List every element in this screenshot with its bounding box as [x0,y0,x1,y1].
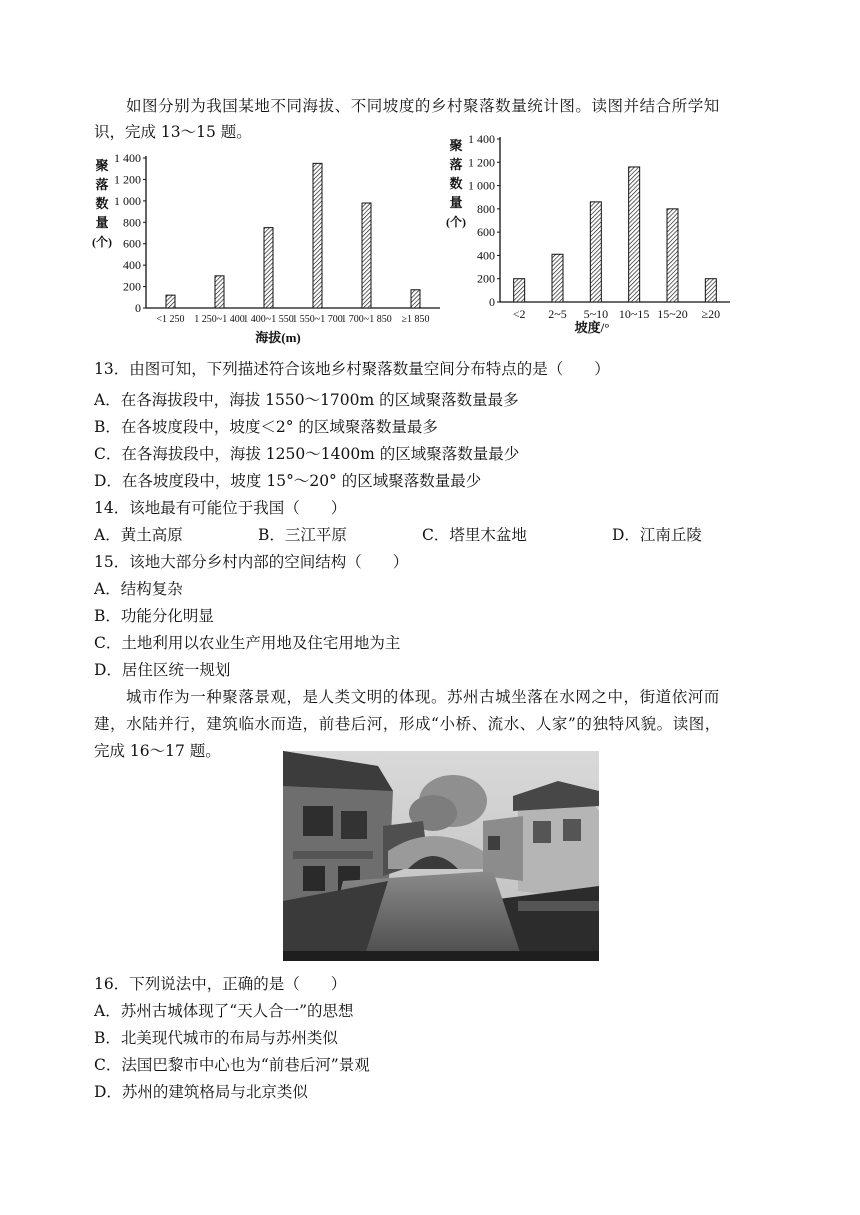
bar [705,279,716,302]
question-13-option-b: B．在各坡度段中，坡度＜2° 的区域聚落数量最多 [94,418,438,436]
y-tick-label: 800 [477,201,495,216]
y-tick-label: 600 [477,225,495,240]
bar [552,254,563,302]
suzhou-canal-photo [283,751,599,961]
x-tick-label: 15~20 [657,307,688,321]
question-16-option-b: B．北美现代城市的布局与苏州类似 [94,1029,338,1047]
bar [411,290,420,308]
question-13-stem: 13．由图可知，下列描述符合该地乡村聚落数量空间分布特点的是（ ） [94,360,610,378]
bar [166,295,175,308]
x-tick-label: 1 250~1 400 [194,314,245,325]
question-14-stem: 14．该地最有可能位于我国（ ） [94,499,347,517]
y-tick-label: 1 200 [468,155,495,170]
y-tick-label: 0 [135,301,141,315]
x-tick-label: 10~15 [618,307,650,321]
x-tick-label: 5~10 [583,307,609,321]
y-tick-label: 400 [123,258,141,273]
y-tick-label: 1 000 [468,178,495,193]
question-16-option-d: D．苏州的建筑格局与北京类似 [94,1083,308,1101]
bar [264,228,273,308]
intro-paragraph-line: 建，水陆并行，建筑临水而造，前巷后河，形成“小桥、流水、人家”的独特风貌。读图， [94,715,721,733]
question-15-option-d: D．居住区统一规划 [94,661,231,679]
y-tick-label: 400 [477,248,495,263]
question-16-option-c: C．法国巴黎市中心也为“前巷后河”景观 [94,1056,370,1074]
question-16-option-a: A．苏州古城体现了“天人合一”的思想 [94,1002,354,1020]
x-tick-label: <1 250 [156,314,185,325]
x-axis-title: 海拔(m) [255,330,301,345]
x-tick-label: 1 550~1 700 [292,314,343,325]
question-14-option-c: C．塔里木盆地 [422,526,527,544]
bar [215,276,224,308]
question-16-stem: 16．下列说法中，正确的是（ ） [94,975,347,993]
question-14-option-b: B．三江平原 [258,526,347,544]
y-tick-label: 1 000 [114,193,141,208]
bar [667,209,678,302]
intro-paragraph-line: 如图分别为我国某地不同海拔、不同坡度的乡村聚落数量统计图。读图并结合所学知 [126,97,720,115]
question-15-option-c: C．土地利用以农业生产用地及住宅用地为主 [94,634,401,652]
intro-paragraph-line: 完成 16～17 题。 [94,742,221,760]
y-tick-label: 1 400 [468,132,495,146]
y-tick-label: 1 200 [114,172,141,187]
x-tick-label: ≥1 850 [401,314,430,325]
y-tick-label: 1 400 [114,151,141,165]
x-tick-label: ≥20 [701,307,721,321]
y-tick-label: 200 [477,271,495,286]
altitude-bar-chart [88,150,443,348]
x-tick-label: 1 700~1 850 [341,314,392,325]
intro-paragraph-line: 识，完成 13～15 题。 [94,123,252,141]
y-axis-title: 聚落数量(个) [92,158,112,249]
question-13-option-a: A．在各海拔段中，海拔 1550～1700m 的区域聚落数量最多 [94,391,519,409]
y-tick-label: 600 [123,236,141,251]
x-axis-title: 坡度/° [574,320,610,335]
bar [514,279,525,302]
bar [629,167,640,302]
x-tick-label: 2~5 [548,307,567,321]
question-15-option-a: A．结构复杂 [94,580,183,598]
y-axis-title: 聚落数量(个) [446,138,466,229]
question-15-stem: 15．该地大部分乡村内部的空间结构（ ） [94,553,409,571]
x-tick-label: <2 [512,307,526,321]
bar [313,163,322,308]
question-15-option-b: B．功能分化明显 [94,607,214,625]
question-13-option-c: C．在各海拔段中，海拔 1250～1400m 的区域聚落数量最少 [94,445,520,463]
bar [362,203,371,308]
y-tick-label: 800 [123,215,141,230]
question-14-option-d: D．江南丘陵 [612,526,702,544]
x-tick-label: 1 400~1 550 [243,314,294,325]
intro-paragraph-line: 城市作为一种聚落景观，是人类文明的体现。苏州古城坐落在水网之中，街道依河而 [126,688,720,706]
bar [590,202,601,302]
question-13-option-d: D．在各坡度段中，坡度 15°～20° 的区域聚落数量最少 [94,472,482,490]
slope-bar-chart [442,130,742,342]
y-tick-label: 200 [123,279,141,294]
question-14-option-a: A．黄土高原 [94,526,183,544]
y-tick-label: 0 [489,295,495,309]
